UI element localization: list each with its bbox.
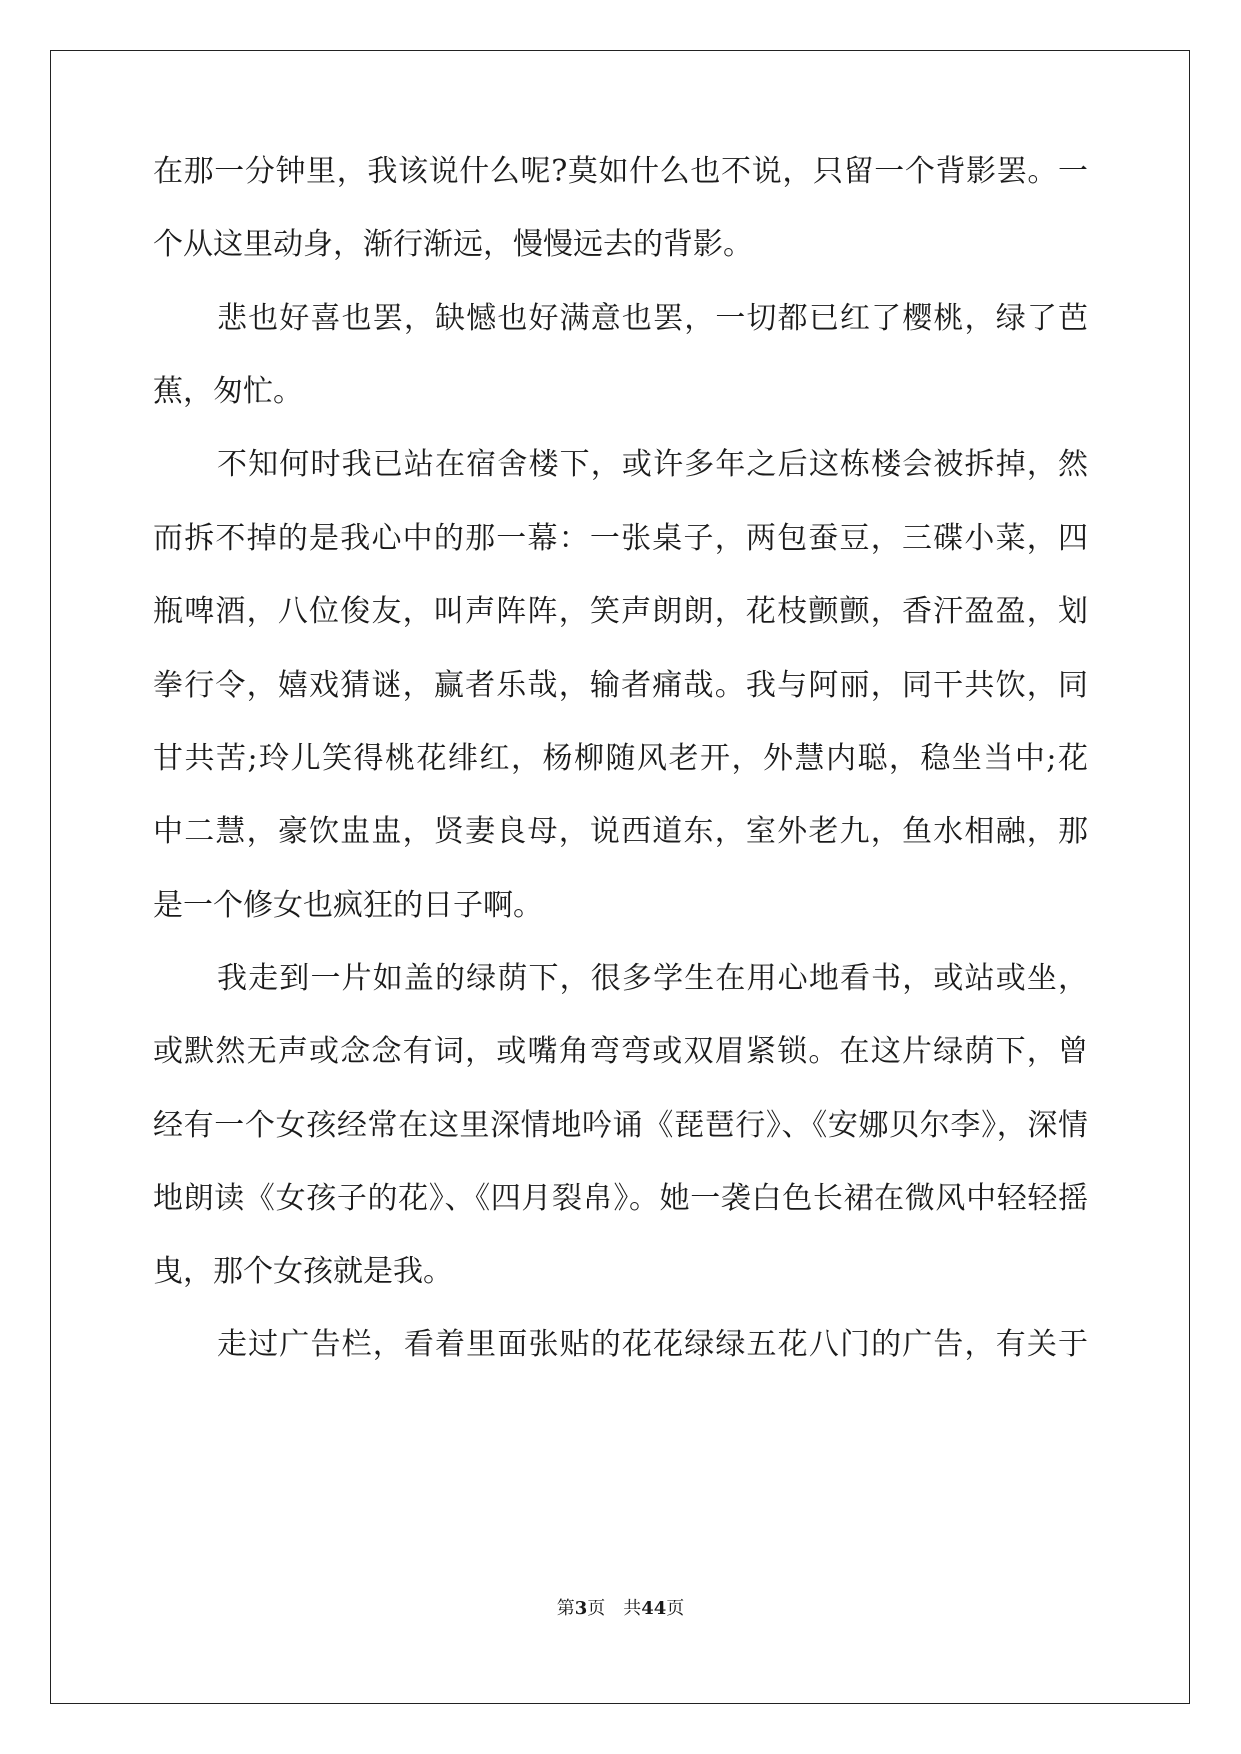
text-line: 甘共苦;玲儿笑得桃花绯红，杨柳随风老开，外慧内聪，稳坐当中;花 — [153, 741, 1088, 776]
page-footer — [0, 1597, 1241, 1621]
text-line: 而拆不掉的是我心中的那一幕：一张桌子，两包蚕豆，三碟小菜，四 — [153, 521, 1088, 556]
text-line: 是一个修女也疯狂的日子啊。 — [153, 888, 543, 923]
text-line: 蕉，匆忙。 — [153, 374, 303, 409]
text-line: 悲也好喜也罢，缺憾也好满意也罢，一切都已红了樱桃，绿了芭 — [217, 301, 1088, 336]
text-line: 中二慧，豪饮盅盅，贤妻良母，说西道东，室外老九，鱼水相融，那 — [153, 814, 1088, 849]
text-line: 在那一分钟里，我该说什么呢?莫如什么也不说，只留一个背影罢。一 — [153, 154, 1088, 189]
page-prefix: 第 — [556, 1598, 575, 1619]
text-line: 曳，那个女孩就是我。 — [153, 1254, 453, 1289]
text-line: 瓶啤酒，八位俊友，叫声阵阵，笑声朗朗，花枝颤颤，香汗盈盈，划 — [153, 594, 1088, 629]
total-suffix: 页 — [666, 1598, 685, 1619]
text-line: 或默然无声或念念有词，或嘴角弯弯或双眉紧锁。在这片绿荫下，曾 — [153, 1034, 1088, 1069]
text-line: 地朗读《女孩子的花》、《四月裂帛》。她一袭白色长裙在微风中轻轻摇 — [153, 1181, 1088, 1216]
text-line: 拳行令，嬉戏猜谜，赢者乐哉，输者痛哉。我与阿丽，同干共饮，同 — [153, 668, 1088, 703]
text-line: 个从这里动身，渐行渐远，慢慢远去的背影。 — [153, 227, 753, 262]
page-number: 3 — [574, 1598, 588, 1619]
total-pages: 44 — [641, 1598, 667, 1619]
total-prefix: 共 — [623, 1598, 642, 1619]
text-line: 我走到一片如盖的绿荫下，很多学生在用心地看书，或站或坐， — [217, 961, 1088, 996]
text-line: 走过广告栏，看着里面张贴的花花绿绿五花八门的广告，有关于 — [217, 1327, 1088, 1362]
text-line: 经有一个女孩经常在这里深情地吟诵《琵琶行》、《安娜贝尔李》，深情 — [153, 1108, 1088, 1143]
page-suffix: 页 — [587, 1598, 606, 1619]
text-line: 不知何时我已站在宿舍楼下，或许多年之后这栋楼会被拆掉，然 — [217, 447, 1088, 482]
